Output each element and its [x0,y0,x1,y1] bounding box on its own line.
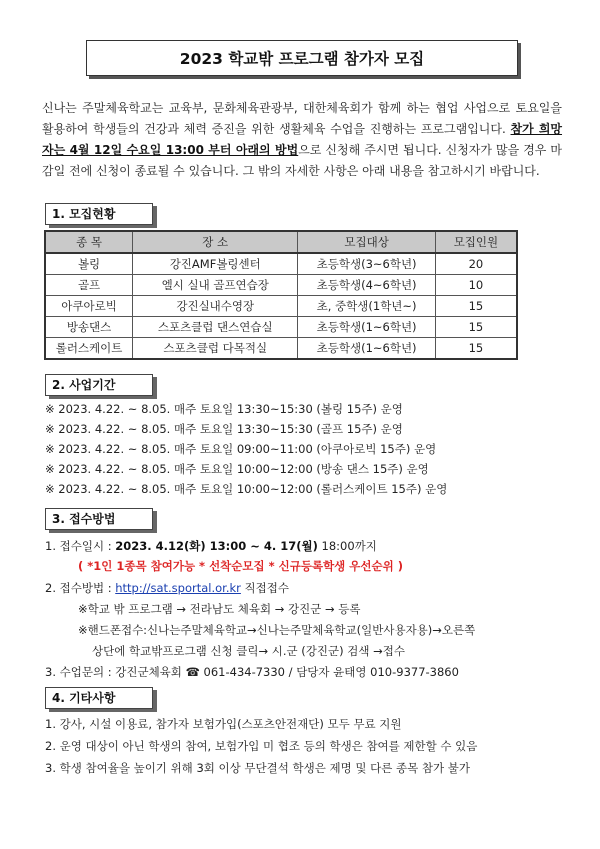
table-cell: 15 [435,296,517,317]
apply-method-link[interactable]: http://sat.sportal.or.kr [115,581,241,595]
list-item: ※ 2023. 4.22. ~ 8.05. 매주 토요일 13:30~15:30 (볼링 15주) 운영 [45,402,403,416]
apply-method-label: 2. 접수방법 : [45,581,116,595]
table-cell: 20 [435,253,517,275]
column-header: 장 소 [133,231,298,253]
table-header-row [45,231,517,253]
table-cell: 초등학생(3~6학년) [298,253,435,275]
apply-date-tail: 18:00까지 [317,539,377,553]
table-cell: 엘시 실내 골프연습장 [133,275,298,296]
list-item: 1. 강사, 시설 이용료, 참가자 보험가입(스포츠안전재단) 모두 무료 지원 [45,717,402,731]
list-item: 3. 학생 참여율을 높이기 위해 3회 이상 무단결석 학생은 제명 및 다른 종목 참가 불가 [45,761,470,775]
table-cell: 15 [435,338,517,360]
intro-paragraph [42,98,562,182]
apply-path-mobile-1: ※핸드폰접수:신나는주말체육학교→신나는주말체육학교(일반사용자용)→오른쪽 [78,623,476,637]
table-cell: 15 [435,317,517,338]
table-cell: 강진AMF볼링센터 [133,253,298,275]
table-row [45,253,517,275]
table-row [45,296,517,317]
table-cell: 아쿠아로빅 [45,296,133,317]
period-list [45,399,447,499]
apply-note: ( *1인 1종목 참여가능 * 선착순모집 * 신규등록학생 우선순위 ) [78,559,403,573]
table-row [45,317,517,338]
table-cell: 롤러스케이트 [45,338,133,360]
list-item: ※ 2023. 4.22. ~ 8.05. 매주 토요일 13:30~15:30 (골프 15주) 운영 [45,422,403,436]
table-cell: 초등학생(1~6학년) [298,338,435,360]
table-cell: 초, 중학생(1학년~) [298,296,435,317]
apply-path-web: ※학교 밖 프로그램 → 전라남도 체육회 → 강진군 → 등록 [78,602,361,616]
table-cell: 10 [435,275,517,296]
table-cell: 스포츠클럽 댄스연습실 [133,317,298,338]
table-cell: 초등학생(1~6학년) [298,317,435,338]
intro-text-2: 으로 신청해 주시면 됩니다. 신청자가 많을 경우 마감일 전에 신청이 종료될 수 있습니다. 그 밖의 자세한 사항은 아래 내용을 참고하시기 바랍니다. [42,143,563,178]
apply-date-line [45,538,377,554]
page-title: 2023 학교밖 프로그램 참가자 모집 [86,40,518,76]
apply-method-tail: 직접접수 [240,581,289,595]
list-item: 2. 운영 대상이 아닌 학생의 참여, 보험가입 미 협조 등의 학생은 참여를 제한할 수 있음 [45,739,478,753]
column-header: 모집대상 [298,231,435,253]
list-item: ※ 2023. 4.22. ~ 8.05. 매주 토요일 10:00~12:00 (방송 댄스 15주) 운영 [45,462,429,476]
column-header: 종 목 [45,231,133,253]
intro-highlight: 참가 희망자는 4월 12일 수요일 13:00 부터 아래의 방법 [42,122,563,157]
list-item: ※ 2023. 4.22. ~ 8.05. 매주 토요일 10:00~12:00 (롤러스케이트 15주) 운영 [45,482,448,496]
apply-date-label: 1. 접수일시 : [45,539,116,553]
apply-contact: 3. 수업문의 : 강진군체육회 ☎ 061-434-7330 / 담당자 윤태영 010-9377-3860 [45,665,459,679]
apply-method-line [45,580,289,596]
list-item: ※ 2023. 4.22. ~ 8.05. 매주 토요일 09:00~11:00 (아쿠아로빅 15주) 운영 [45,442,437,456]
table-cell: 골프 [45,275,133,296]
table-cell: 방송댄스 [45,317,133,338]
table-row [45,338,517,360]
section-heading-recruit: 1. 모집현황 [45,203,153,225]
column-header: 모집인원 [435,231,517,253]
section-heading-apply: 3. 접수방법 [45,508,153,530]
table-cell: 스포츠클럽 다목적실 [133,338,298,360]
etc-list [45,714,477,778]
table-cell: 강진실내수영장 [133,296,298,317]
table-cell: 볼링 [45,253,133,275]
section-heading-period: 2. 사업기간 [45,374,153,396]
apply-date-value: 2023. 4.12(화) 13:00 ~ 4. 17(월) [115,539,318,553]
table-row [45,275,517,296]
recruit-table [44,230,518,360]
section-heading-etc: 4. 기타사항 [45,687,153,709]
apply-path-mobile-2: 상단에 학교밖프로그램 신청 클릭→ 시.군 (강진군) 검색 →접수 [92,644,405,658]
intro-text-1: 신나는 주말체육학교는 교육부, 문화체육관광부, 대한체육회가 함께 하는 협업 사업으로 토요일을 활용하여 학생들의 건강과 체력 증진을 위한 생활체육 수업을 진행하는 프로그램입니다. [42,101,562,136]
table-cell: 초등학생(4~6학년) [298,275,435,296]
